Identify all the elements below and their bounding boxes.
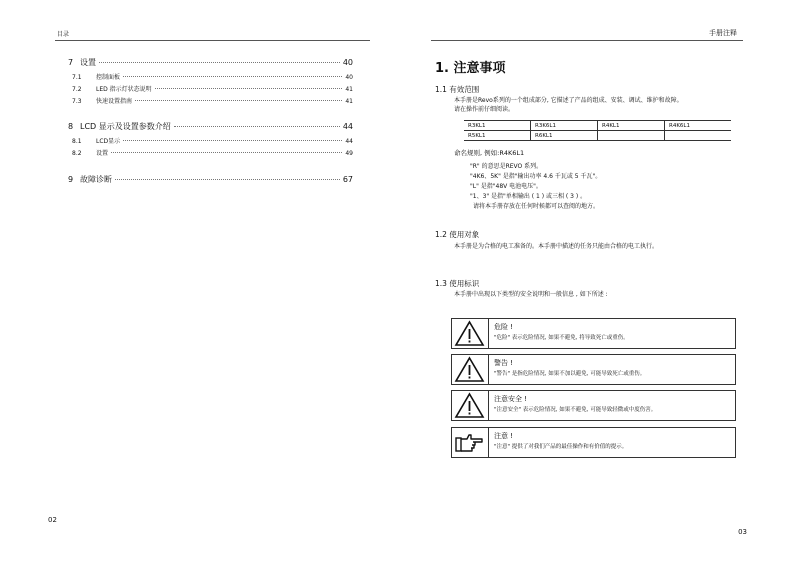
warning-notice <box>451 354 736 385</box>
note-notice <box>451 427 736 458</box>
toc-leader <box>99 62 340 63</box>
notice-divider <box>488 391 489 420</box>
section-heading-1-3: 1.3 使用标识 <box>435 279 480 288</box>
table-cell: R5KL1 <box>464 131 531 141</box>
toc-page: 44 <box>345 138 353 145</box>
toc-title: 控制面板 <box>96 74 121 81</box>
caution-notice <box>451 390 736 421</box>
naming-rule-line: "R" 的意思是REVO 系列。 <box>470 163 543 170</box>
toc-number: 7.3 <box>72 98 82 105</box>
toc-entry[interactable] <box>55 96 353 105</box>
right-page <box>397 0 793 561</box>
toc-leader <box>111 152 342 153</box>
toc-number: 8.1 <box>72 138 82 145</box>
toc-page: 40 <box>345 74 353 81</box>
toc-number: 7.1 <box>72 74 82 81</box>
toc-entry[interactable] <box>55 57 353 68</box>
toc-entry[interactable] <box>55 174 353 185</box>
toc-page: 67 <box>342 175 353 184</box>
danger-notice <box>451 318 736 349</box>
notice-description: "注意安全" 表示危险情况, 如果不避免, 可能导致轻微或中度伤害。 <box>494 407 657 413</box>
warning-triangle-icon <box>454 356 485 383</box>
scope-intro-line1: 本手册是Revo系列的一个组成部分, 它描述了产品的组成、安装、调试、维护和故障。 <box>454 97 683 104</box>
table-cell: R6KL1 <box>531 131 598 141</box>
naming-rule-line: 请将本手册存放在任何时候都可以查阅的地方。 <box>473 203 600 210</box>
table-cell <box>665 131 732 141</box>
left-page-header: 目录 <box>57 31 70 38</box>
toc-leader <box>123 76 342 77</box>
header-rule <box>55 40 370 41</box>
naming-rule-line: "4K6、5K" 是指"输出功率 4.6 千瓦或 5 千瓦"。 <box>470 173 602 180</box>
toc-title: LCD 显示及设置参数介绍 <box>80 122 171 131</box>
notice-description: "注意" 提供了对我们产品的最佳操作和有价值的提示。 <box>494 444 628 450</box>
notice-divider <box>488 319 489 348</box>
toc-page: 49 <box>345 150 353 157</box>
toc-leader <box>155 88 343 89</box>
notice-title: 危险 ! <box>494 323 514 331</box>
toc-title: LCD显示 <box>96 138 121 145</box>
chapter-title: 1. 注意事项 <box>435 61 506 76</box>
symbols-text: 本手册中出现以下类型的安全说明和一般信息 , 如下所述 : <box>454 291 608 298</box>
table-row <box>464 131 731 141</box>
toc-leader <box>135 100 342 101</box>
warning-triangle-icon <box>454 320 485 347</box>
toc-title: 设置 <box>80 58 96 67</box>
notice-title: 注意安全 ! <box>494 395 528 403</box>
toc-entry[interactable] <box>55 148 353 157</box>
toc-entry[interactable] <box>55 121 353 132</box>
naming-rule-line: "1、3" 是指"单相输出 ( 1 ) 或三相 ( 3 ) 。 <box>470 193 587 200</box>
naming-rule-line: "L" 是指"48V 电池电压"。 <box>470 183 542 190</box>
toc-page: 41 <box>345 86 353 93</box>
table-cell: R3K6L1 <box>531 121 598 131</box>
naming-rule-title: 命名规则, 例如:R4K6L1 <box>454 149 525 157</box>
right-page-number: 03 <box>738 528 747 536</box>
table-cell: R4KL1 <box>598 121 665 131</box>
toc-leader <box>123 140 342 141</box>
toc-number: 7.2 <box>72 86 82 93</box>
left-page <box>0 0 396 561</box>
scope-intro-line2: 请在操作前仔细阅读。 <box>454 106 515 113</box>
pointing-hand-icon <box>454 429 485 456</box>
header-rule <box>431 40 743 41</box>
warning-triangle-icon <box>454 392 485 419</box>
notice-description: "危险" 表示危险情况, 如果不避免, 将导致死亡或重伤。 <box>494 335 629 341</box>
toc-entry[interactable] <box>55 72 353 81</box>
section-heading-1-2: 1.2 使用对象 <box>435 230 480 239</box>
toc-number: 8 <box>68 122 74 131</box>
table-cell <box>598 131 665 141</box>
toc-number: 9 <box>68 175 74 184</box>
toc-leader <box>115 179 340 180</box>
notice-divider <box>488 428 489 457</box>
toc-page: 40 <box>342 58 353 67</box>
toc-entry[interactable] <box>55 84 353 93</box>
toc-number: 8.2 <box>72 150 82 157</box>
audience-text: 本手册是为合格的电工准备的。本手册中描述的任务只能由合格的电工执行。 <box>454 243 659 250</box>
toc-title: 快速设置指南 <box>96 98 133 105</box>
toc-title: 设置 <box>96 150 109 157</box>
toc-leader <box>174 126 340 127</box>
table-row <box>464 121 731 131</box>
table-cell: R4K6L1 <box>665 121 732 131</box>
notice-divider <box>488 355 489 384</box>
right-page-header: 手册注释 <box>709 29 737 37</box>
toc-entry[interactable] <box>55 136 353 145</box>
notice-description: "警告" 是指危险情况, 如果不加以避免, 可能导致死亡或重伤。 <box>494 371 646 377</box>
section-heading-1-1: 1.1 有效范围 <box>435 85 480 94</box>
notice-title: 警告 ! <box>494 359 514 367</box>
model-table <box>464 120 731 141</box>
notice-title: 注意 ! <box>494 432 514 440</box>
toc-number: 7 <box>68 58 74 67</box>
left-page-number: 02 <box>48 516 57 524</box>
toc-page: 44 <box>342 122 353 131</box>
toc-title: LED 指示灯状态说明 <box>96 86 152 93</box>
toc-page: 41 <box>345 98 353 105</box>
toc-title: 故障诊断 <box>80 175 112 184</box>
table-cell: R3KL1 <box>464 121 531 131</box>
